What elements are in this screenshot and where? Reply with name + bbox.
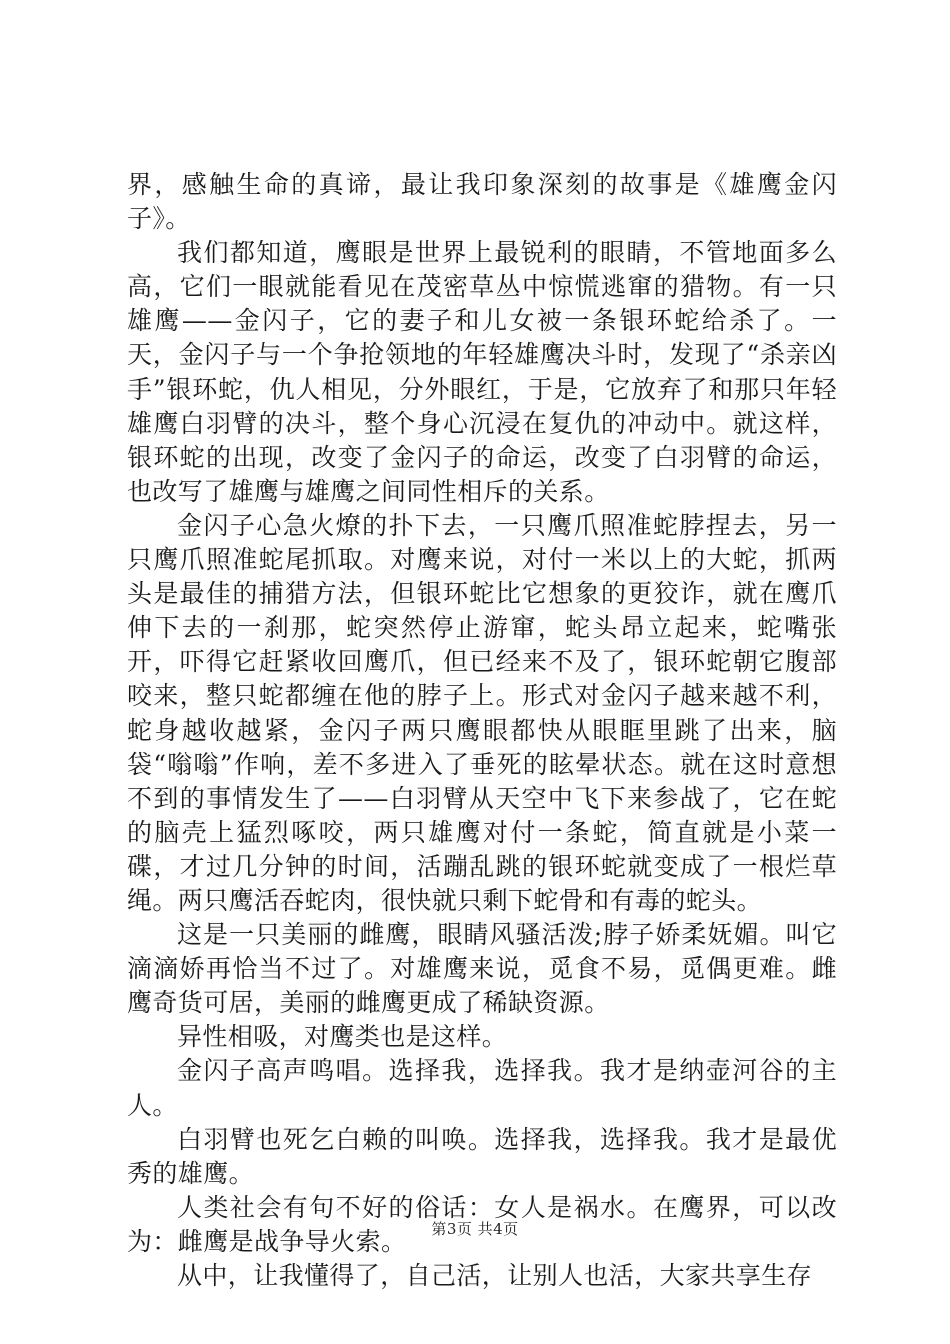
paragraph-7: 白羽臂也死乞白赖的叫唤。选择我，选择我。我才是最优秀的雄鹰。 [127,1124,837,1188]
paragraph-6: 金闪子高声鸣唱。选择我，选择我。我才是纳壶河谷的主人。 [127,1056,837,1120]
paragraph-1: 界，感触生命的真谛，最让我印象深刻的故事是《雄鹰金闪子》。 [127,170,837,234]
page-number-footer: 第3页 共4页 [431,1220,519,1238]
paragraph-8: 人类社会有句不好的俗话：女人是祸水。在鹰界，可以改为：雌鹰是战争导火索。 [127,1192,837,1256]
paragraph-4: 这是一只美丽的雌鹰，眼睛风骚活泼;脖子娇柔妩媚。叫它滴滴娇再恰当不过了。对雄鹰来说，觅食不易，觅偶更难。雌鹰奇货可居，美丽的雌鹰更成了稀缺资源。 [127,920,837,1018]
paragraph-5: 异性相吸，对鹰类也是这样。 [177,1022,508,1052]
paragraph-2: 我们都知道，鹰眼是世界上最锐利的眼睛，不管地面多么高，它们一眼就能看见在茂密草丛中惊慌逃窜的猎物。有一只雄鹰——金闪子，它的妻子和儿女被一条银环蛇给杀了。一天，金闪子与一个争抢领地的年轻雄鹰决斗时，发现了“杀亲凶手”银环蛇，仇人相见，分外眼红，于是，它放弃了和那只年轻雄鹰白羽臂的决斗，整个身心沉浸在复仇的冲动中。就这样，银环蛇的出现，改变了金闪子的命运，改变了白羽臂的命运，也改写了雄鹰与雄鹰之间同性相斥的关系。 [127,238,837,506]
paragraph-3: 金闪子心急火燎的扑下去，一只鹰爪照准蛇脖捏去，另一只鹰爪照准蛇尾抓取。对鹰来说，对付一米以上的大蛇，抓两头是最佳的捕猎方法，但银环蛇比它想象的更狡诈，就在鹰爪伸下去的一刹那，蛇突然停止游窜，蛇头昂立起来，蛇嘴张开，吓得它赶紧收回鹰爪，但已经来不及了，银环蛇朝它腹部咬来，整只蛇都缠在他的脖子上。形式对金闪子越来越不利，蛇身越收越紧，金闪子两只鹰眼都快从眼眶里跳了出来，脑袋“嗡嗡”作响，差不多进入了垂死的眩晕状态。就在这时意想不到的事情发生了——白羽臂从天空中飞下来参战了，它在蛇的脑壳上猛烈啄咬，两只雄鹰对付一条蛇，简直就是小菜一碟，才过几分钟的时间，活蹦乱跳的银环蛇就变成了一根烂草绳。两只鹰活吞蛇肉，很快就只剩下蛇骨和有毒的蛇头。 [127,510,837,915]
paragraph-9: 从中，让我懂得了，自己活，让别人也活，大家共享生存 [177,1261,813,1290]
document-body [127,168,837,1293]
